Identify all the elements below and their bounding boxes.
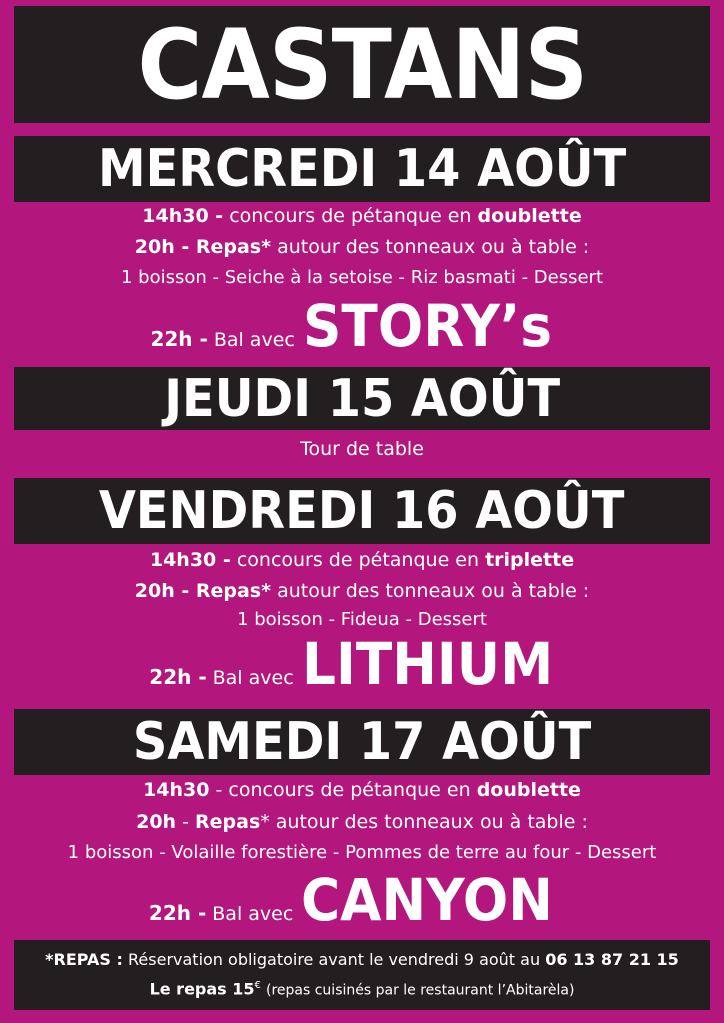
day-heading: SAMEDI 17 AOÛT <box>132 712 592 772</box>
price-line: Le repas 15€ (repas cuisinés par le restaurant l’Abitarèla) <box>149 979 575 999</box>
bal-line: 22h - Bal avec STORY’s <box>150 292 552 360</box>
menu-line: 1 boisson - Volaille forestière - Pommes de terre au four - Dessert <box>67 842 657 863</box>
repas-line: 20h - Repas* autour des tonneaux ou à table : <box>134 236 590 258</box>
day-heading: MERCREDI 14 AOÛT <box>97 139 627 199</box>
band-name: STORY’s <box>302 292 552 360</box>
petanque-line: 14h30 - concours de pétanque en doublette <box>142 205 582 227</box>
band-name: CANYON <box>301 866 554 934</box>
page-title: CASTANS <box>137 8 587 121</box>
reservation-line: *REPAS : Réservation obligatoire avant le vendredi 9 août au 06 13 87 21 15 <box>45 949 679 969</box>
main-title-band <box>14 6 710 123</box>
day-heading-band <box>14 709 710 775</box>
phone-number: 06 13 87 21 15 <box>545 949 679 969</box>
menu-line: 1 boisson - Fideua - Dessert <box>237 609 487 630</box>
footer-band <box>14 940 710 1010</box>
repas-line: 20h - Repas* autour des tonneaux ou à table : <box>134 580 590 602</box>
day-heading: JEUDI 15 AOÛT <box>164 368 560 429</box>
bal-line: 22h - Bal avec CANYON <box>148 866 554 934</box>
note-line: Tour de table <box>300 438 424 460</box>
day-heading-band <box>14 367 710 430</box>
day-heading-band <box>14 478 710 544</box>
menu-line: 1 boisson - Seiche à la setoise - Riz basmati - Dessert <box>120 267 604 288</box>
day-heading: VENDREDI 16 AOÛT <box>99 481 625 541</box>
bal-line: 22h - Bal avec LITHIUM <box>149 630 553 698</box>
petanque-line: 14h30 - concours de pétanque en triplette <box>149 549 575 571</box>
repas-line: 20h - Repas* autour des tonneaux ou à table : <box>136 811 588 833</box>
band-name: LITHIUM <box>301 630 553 698</box>
day-heading-band <box>14 136 710 202</box>
petanque-line: 14h30 - concours de pétanque en doublette <box>143 779 581 801</box>
